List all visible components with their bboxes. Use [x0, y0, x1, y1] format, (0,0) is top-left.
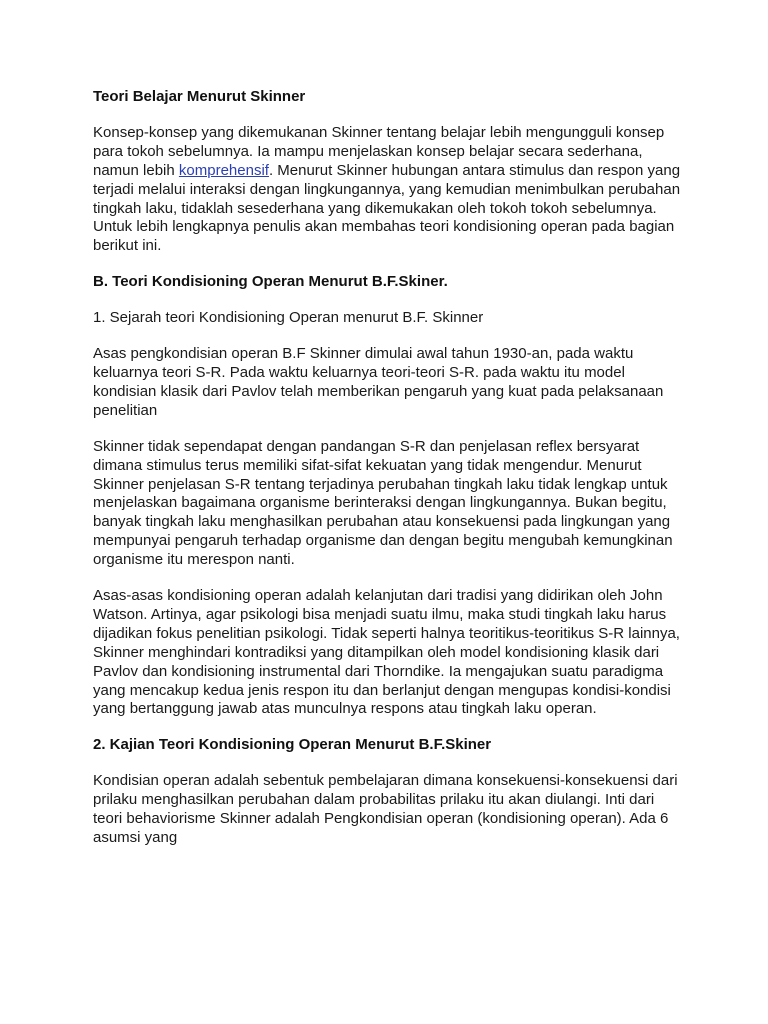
- intro-text-before-link: Konsep-konsep yang dikemukanan Skinner tentang belajar lebih mengungguli konsep para tokoh sebelumnya. Ia mampu menjelaskan konsep belajar secara sederhana, namun lebih: [93, 123, 665, 179]
- asas-asas-paragraph: Asas-asas kondisioning operan adalah kelanjutan dari tradisi yang didirikan oleh John Watson. Artinya, agar psikologi bisa menjadi suatu ilmu, maka studi tingkah laku harus dijadikan fokus penelitian psikologi. Tidak seperti halnya teoritikus-teoritikus S-R lainnya, Skinner menghindari kontradiksi yang ditampilkan oleh model kondisioning klasik dari Pavlov dan kondisioning instrumental dari Thorndike. Ia mengajukan suatu paradigma yang mencakup kedua jenis respon itu dan berlanjut dengan mengupas kondisi-kondisi yang bertanggung jawab atas munculnya respons atau tingkah laku operan.: [93, 587, 680, 718]
- kondisian-paragraph: Kondisian operan adalah sebentuk pembelajaran dimana konsekuensi-konsekuensi dari prilaku menghasilkan perubahan dalam probabilitas prilaku itu akan diulangi. Inti dari teori behaviorisme Skinner adalah Pengkondisian operan (kondisioning operan). Ada 6 asumsi yang: [93, 772, 678, 846]
- section-b-heading: B. Teori Kondisioning Operan Menurut B.F.Skiner.: [93, 273, 448, 291]
- document-page: [93, 88, 683, 865]
- subsection-2-heading: 2. Kajian Teori Kondisioning Operan Menurut B.F.Skiner: [93, 736, 492, 754]
- asas-paragraph: Asas pengkondisian operan B.F Skinner dimulai awal tahun 1930-an, pada waktu keluarnya teori S-R. Pada waktu keluarnya teori-teori S-R. pada waktu itu model kondisian klasik dari Pavlov telah memberikan pengaruh yang kuat pada pelaksanaan penelitian: [93, 345, 664, 419]
- intro-paragraph: [93, 124, 683, 256]
- skinner-paragraph: Skinner tidak sependapat dengan pandangan S-R dan penjelasan reflex bersyarat dimana stimulus terus memiliki sifat-sifat kekuatan yang tidak mengendur. Menurut Skinner penjelasan S-R tentang terjadinya perubahan tingkah laku tidak lengkap untuk menjelaskan bagaimana organisme berinteraksi dengan lingkungannya. Bukan begitu, banyak tingkah laku menghasilkan perubahan atau konsekuensi pada lingkungan yang mempunyai pengaruh terhadap organisme dan dengan begitu mengubah kemungkinan organisme itu merespon nanti.: [93, 437, 673, 569]
- document-title: Teori Belajar Menurut Skinner: [93, 88, 306, 105]
- komprehensif-link[interactable]: komprehensif: [178, 161, 269, 179]
- intro-text-after-link: . Menurut Skinner hubungan antara stimulus dan respon yang terjadi melalui interaksi dengan lingkungannya, yang kemudian menimbulkan perubahan tingkah laku, tidaklah sesederhana yang dikemukakan oleh tokoh tokoh sebelumnya. Untuk lebih lengkapnya penulis akan membahas teori kondisioning operan pada bagian berikut ini.: [93, 161, 681, 255]
- subsection-1-title: 1. Sejarah teori Kondisioning Operan menurut B.F. Skinner: [93, 309, 484, 327]
